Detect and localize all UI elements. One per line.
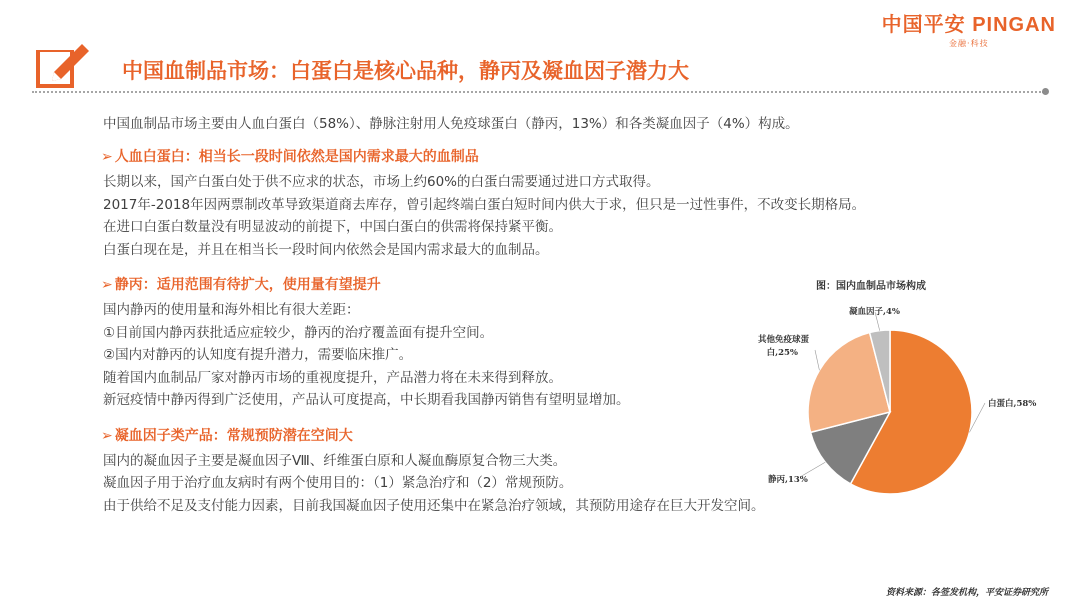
- body-line: ①目前国内静丙获批适应症较少，静丙的治疗覆盖面有提升空间。: [103, 324, 494, 341]
- body-line: 新冠疫情中静丙得到广泛使用，产品认可度提高，中长期看我国静丙销售有望明显增加。: [103, 392, 630, 408]
- chart-title: 图：国内血制品市场构成: [816, 281, 926, 292]
- market-pie-chart: [740, 270, 1070, 510]
- slice-label-immunoglobulin: 其他免疫球蛋 白,25%: [758, 335, 810, 358]
- body-line: ②国内对静丙的认知度有提升潜力，需要临床推广。: [103, 347, 413, 363]
- body-line: 白蛋白现在是，并且在相当长一段时间内依然会是国内需求最大的血制品。: [103, 241, 549, 258]
- brand-logo: [882, 8, 1056, 49]
- logo-tagline: 金融·科技: [949, 39, 989, 48]
- body-line: 2017年-2018年因两票制改革导致渠道商去库存，曾引起终端白蛋白短时间内供大于求，但只是一过性事件，不改变长期格局。: [103, 196, 866, 213]
- body-line: 在进口白蛋白数量没有明显波动的前提下，中国白蛋白的供需将保持紧平衡。: [103, 219, 562, 235]
- body-line: 国内静丙的使用量和海外相比有很大差距：: [103, 302, 360, 318]
- leader-line: [815, 350, 819, 370]
- edit-pencil-icon: [34, 42, 90, 90]
- arrow-bullet-icon: ➢: [101, 427, 113, 444]
- source-note: 资料来源：各签发机构，平安证券研究所: [885, 588, 1048, 598]
- section-albumin: [103, 146, 1003, 261]
- section-title: ➢ 人血白蛋白：相当长一段时间依然是国内需求最大的血制品: [101, 149, 479, 165]
- slice-label-ivig: 静丙,13%: [768, 475, 808, 485]
- arrow-bullet-icon: ➢: [101, 277, 113, 293]
- body-line: 凝血因子用于治疗血友病时有两个使用目的：（1）紧急治疗和（2）常规预防。: [103, 475, 573, 491]
- body-line: 由于供给不足及支付能力因素，目前我国凝血因子使用还集中在紧急治疗领域，其预防用途存在巨大开发空间。: [103, 497, 765, 514]
- page-title: 中国血制品市场：白蛋白是核心品种，静丙及凝血因子潜力大: [122, 59, 689, 83]
- slice-label-albumin: 白蛋白,58%: [988, 399, 1037, 409]
- pie-svg: [740, 270, 1070, 510]
- logo-wordmark: 中国平安 PINGAN: [881, 14, 1056, 36]
- arrow-bullet-icon: ➢: [101, 149, 113, 165]
- divider-endpoint: [1042, 88, 1049, 95]
- intro-text: 中国血制品市场主要由人血白蛋白（58%）、静脉注射用人免疫球蛋白（静丙，13%）和各类凝血因子（4%）构成。: [103, 116, 799, 132]
- slice-label-coagulation: 凝血因子,4%: [849, 307, 900, 317]
- body-line: 随着国内血制品厂家对静丙市场的重视度提升，产品潜力将在未来得到释放。: [103, 369, 562, 386]
- section-title: ➢ 静丙：适用范围有待扩大，使用量有望提升: [101, 277, 381, 293]
- title-divider: [32, 91, 1044, 93]
- body-line: 国内的凝血因子主要是凝血因子Ⅷ、纤维蛋白原和人凝血酶原复合物三大类。: [103, 452, 567, 469]
- body-line: 长期以来，国产白蛋白处于供不应求的状态，市场上约60%的白蛋白需要通过进口方式取得。: [103, 174, 660, 190]
- section-title: ➢ 凝血因子类产品：常规预防潜在空间大: [101, 427, 353, 444]
